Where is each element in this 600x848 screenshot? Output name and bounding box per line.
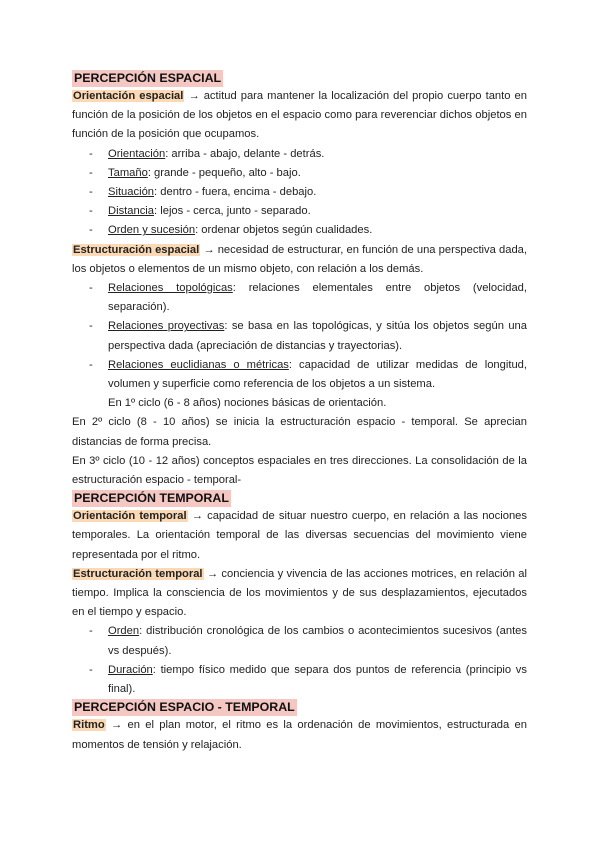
list-item: - Relaciones topológicas: relaciones elementales entre objetos (velocidad, separación).: [89, 282, 527, 314]
list-item: - Orden: distribución cronológica de los cambios o acontecimientos sucesivos (antes vs después).: [89, 625, 527, 657]
list-item: - Relaciones proyectivas: se basa en las topológicas, y sitúa los objetos según una perspectiva dada (apreciación de distancias y trayectorias).: [89, 320, 527, 352]
term-orientacion-temporal: Orientación temporal: [73, 510, 187, 523]
paragraph-orientacion-espacial: Orientación espacial → actitud para mantener la localización del propio cuerpo tanto en función de la posición de los objetos en el espacio como para reverenciar dichos objetos en función de la posición que ocupamos.: [72, 90, 527, 141]
section-espacial: [72, 70, 527, 490]
ciclo-1-text: En 1º ciclo (6 - 8 años) nociones básicas de orientación.: [108, 397, 387, 410]
list-item: - Distancia: lejos - cerca, junto - separado.: [89, 205, 311, 218]
paragraph-ritmo: Ritmo → en el plan motor, el ritmo es la ordenación de movimientos, estructurada en momentos de tensión y relajación.: [72, 719, 527, 751]
term-estructuracion-espacial: Estructuración espacial: [73, 243, 200, 256]
list-item: - Orientación: arriba - abajo, delante - detrás.: [89, 147, 325, 160]
heading-percepcion-espacio-temporal: PERCEPCIÓN ESPACIO - TEMPORAL: [74, 700, 295, 715]
term-orientacion-espacial: Orientación espacial: [73, 90, 184, 102]
term-estructuracion-temporal: Estructuración temporal: [73, 567, 203, 580]
list-item: - Relaciones euclidianas o métricas: capacidad de utilizar medidas de longitud, volumen y superficie como referencia de los objetos a un sistema.: [89, 358, 527, 391]
paragraph-estructuracion-espacial: Estructuración espacial → necesidad de estructurar, en función de una perspectiva dada, los objetos o elementos de un mismo objeto, con relación a los demás.: [72, 243, 527, 275]
list-item: - Orden y sucesión: ordenar objetos según cualidades.: [89, 224, 373, 237]
term-ritmo: Ritmo: [73, 719, 105, 732]
paragraph-estructuracion-temporal: Estructuración temporal → conciencia y vivencia de las acciones motrices, en relación al tiempo. Implica la consciencia de los movimientos y de sus desplazamientos, ejecutados en el tiempo y espacio.: [72, 567, 527, 619]
heading-percepcion-temporal: PERCEPCIÓN TEMPORAL: [74, 491, 229, 506]
ciclo-3-text: En 3º ciclo (10 - 12 años) conceptos espaciales en tres direcciones. La consolidación de la estructuración espacio - temporal-: [72, 454, 527, 487]
ciclo-2-text: En 2º ciclo (8 - 10 años) se inicia la estructuración espacio - temporal. Se aprecian distancias de forma precisa.: [72, 416, 527, 448]
section-temporal: [72, 490, 527, 699]
list-item: - Duración: tiempo físico medido que separa dos puntos de referencia (principio vs final).: [89, 663, 527, 696]
paragraph-orientacion-temporal: Orientación temporal → capacidad de situar nuestro cuerpo, en relación a las nociones temporales. La orientación temporal de las diversas secuencias del movimiento viene representada por el ritmo.: [72, 510, 527, 561]
document-page: [72, 70, 527, 755]
section-espacio-temporal: [72, 699, 527, 754]
list-item: - Situación: dentro - fuera, encima - debajo.: [89, 186, 317, 199]
heading-percepcion-espacial: PERCEPCIÓN ESPACIAL: [74, 71, 222, 85]
list-item: - Tamaño: grande - pequeño, alto - bajo.: [89, 166, 301, 179]
